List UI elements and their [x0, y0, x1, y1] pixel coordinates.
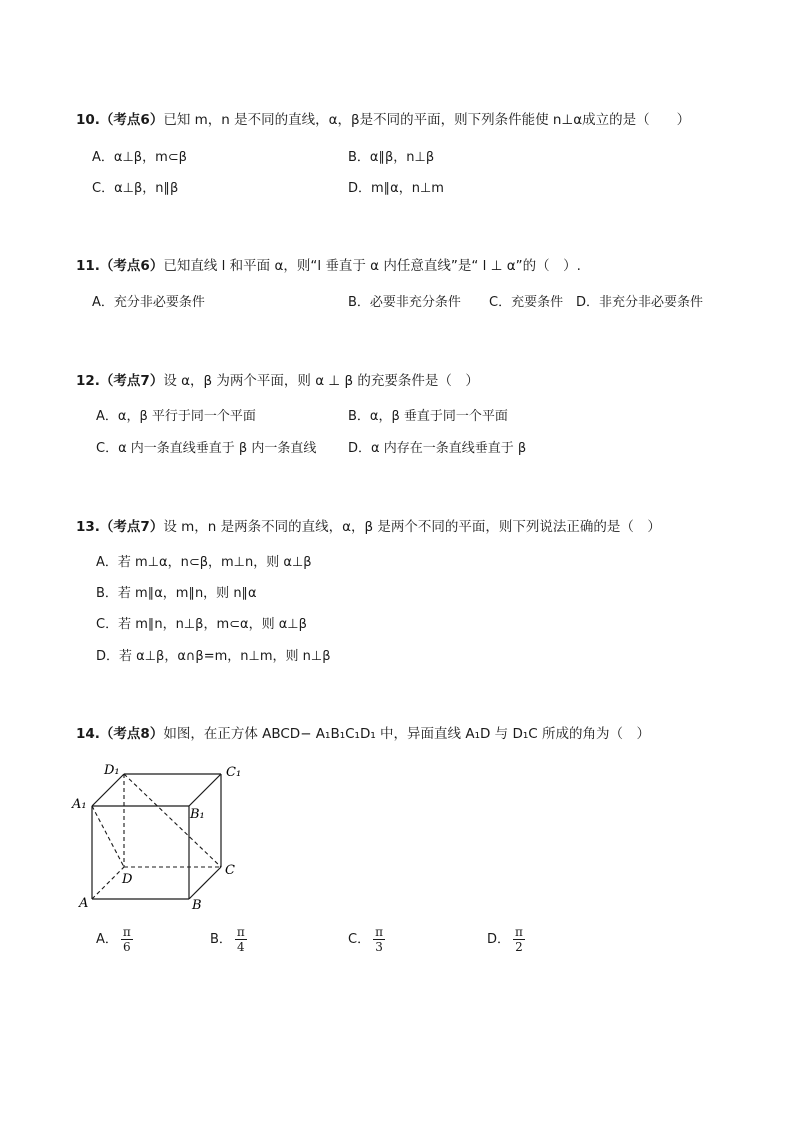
option-a: [96, 925, 133, 954]
question-number: 14.: [76, 726, 100, 742]
question-text: 设 α，β 为两个平面，则 α ⊥ β 的充要条件是（ ）: [163, 373, 479, 389]
option-d: D．α 内存在一条直线垂直于 β: [348, 441, 527, 456]
option-letter: B．: [210, 932, 232, 947]
option-d: D．非充分非必要条件: [576, 295, 704, 310]
label-a: A: [79, 896, 89, 911]
fraction-numerator: π: [122, 925, 131, 939]
label-b: B: [192, 898, 202, 912]
question-14-stem: [76, 722, 650, 742]
fraction-denominator: 2: [515, 940, 523, 954]
fraction-numerator: π: [236, 925, 245, 939]
label-c: C: [225, 863, 235, 878]
option-c: C．α⊥β，n∥β: [92, 181, 179, 196]
question-tag: （考点6）: [99, 112, 164, 128]
question-tag: （考点6）: [99, 258, 164, 274]
label-d: D: [122, 872, 133, 887]
fraction-denominator: 4: [237, 940, 245, 954]
question-13-stem: [76, 515, 661, 535]
option-c: C．充要条件: [489, 295, 564, 310]
fraction: [121, 925, 133, 954]
question-12-stem: [76, 369, 479, 389]
option-letter: A．: [96, 932, 118, 947]
option-letter: D．: [487, 932, 511, 947]
option-d: D．m∥α，n⊥m: [348, 181, 444, 196]
option-d: [487, 925, 525, 954]
edge-c-b: [189, 867, 221, 899]
fraction-denominator: 6: [123, 940, 131, 954]
edge-a1-d1: [92, 774, 124, 806]
diagonal-a1-d: [92, 806, 124, 867]
question-number: 13.: [76, 519, 100, 535]
question-text: 已知 m，n 是不同的直线，α，β是不同的平面，则下列条件能使 n⊥α成立的是（ ）: [163, 112, 691, 128]
option-a: A．若 m⊥α，n⊂β，m⊥n，则 α⊥β: [96, 555, 312, 570]
option-d: D．若 α⊥β，α∩β=m，n⊥m，则 n⊥β: [96, 649, 331, 664]
option-b: B．若 m∥α，m∥n，则 n∥α: [96, 586, 257, 601]
option-b: B．α∥β，n⊥β: [348, 150, 435, 165]
option-c: [348, 925, 385, 954]
option-b: B．必要非充分条件: [348, 295, 461, 310]
question-text: 如图，在正方体 ABCD− A₁B₁C₁D₁ 中，异面直线 A₁D 与 D₁C 所成的角为（ ）: [163, 726, 650, 742]
option-b: B．α，β 垂直于同一个平面: [348, 409, 508, 424]
question-number: 10.: [76, 112, 100, 128]
cube-figure: [70, 762, 250, 912]
label-c1: C₁: [226, 765, 242, 780]
hidden-edge-a-d: [92, 867, 124, 899]
option-b: [210, 925, 247, 954]
option-a: A．α⊥β，m⊂β: [92, 150, 187, 165]
question-tag: （考点7）: [99, 373, 164, 389]
question-text: 设 m，n 是两条不同的直线，α，β 是两个不同的平面，则下列说法正确的是（ ）: [163, 519, 661, 535]
question-number: 12.: [76, 373, 100, 389]
question-tag: （考点8）: [99, 726, 164, 742]
fraction: [513, 925, 525, 954]
fraction-numerator: π: [515, 925, 523, 939]
fraction: [373, 925, 385, 954]
label-a1: A₁: [72, 797, 87, 812]
fraction-numerator: π: [375, 925, 383, 939]
question-tag: （考点7）: [99, 519, 164, 535]
fraction-denominator: 3: [375, 940, 383, 954]
option-c: C．若 m∥n，n⊥β，m⊂α，则 α⊥β: [96, 617, 307, 632]
question-text: 已知直线 l 和平面 α，则“l 垂直于 α 内任意直线”是“ l ⊥ α”的（ ）.: [163, 258, 581, 274]
option-letter: C．: [348, 932, 371, 947]
question-11-stem: [76, 254, 581, 274]
option-c: C．α 内一条直线垂直于 β 内一条直线: [96, 441, 317, 456]
question-10-stem: [76, 108, 690, 128]
label-d1: D₁: [104, 763, 120, 778]
fraction: [235, 925, 247, 954]
option-a: A．α，β 平行于同一个平面: [96, 409, 256, 424]
option-a: A．充分非必要条件: [92, 295, 205, 310]
edge-c1-b1: [189, 774, 221, 806]
label-b1: B₁: [190, 807, 205, 822]
question-number: 11.: [76, 258, 100, 274]
